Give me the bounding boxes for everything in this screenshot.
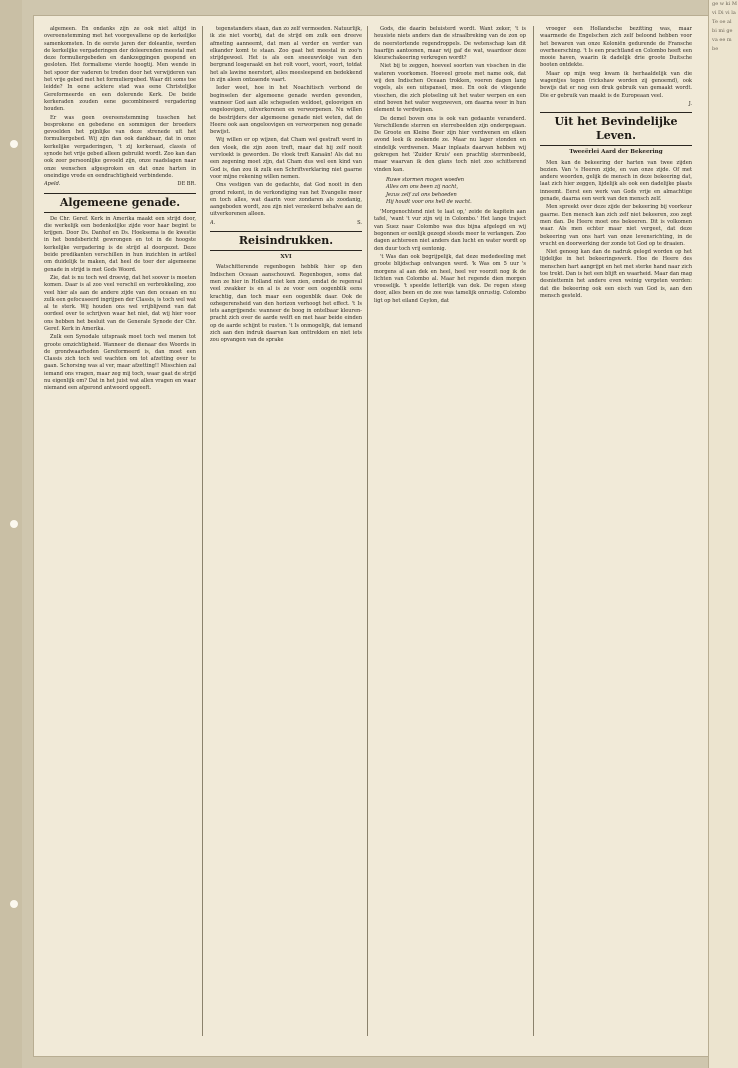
poem-line: Ruwe stormen mogen woeden <box>386 176 465 183</box>
paragraph: Zie, dat is nu toch wel droevig, dat het soover is moeten komen. Daar is al zoo veel verschil en verbrokkeling, zoo veel hier als aan de andere zijde van den oceaan en nu zulk een gefocuseerd ingrijpen der Classis, is toch wel wat al te sterk. Wij houden ons wel vrijblijvend van dat oordeel over te schrijven waar het niet, dat wij hier voor ons hebben het besluit van de Generale Synode der Chr. Geref. Kerk in Amerika. <box>44 274 196 332</box>
column-1 <box>44 26 196 1034</box>
signature-author: S. <box>357 219 362 226</box>
column-rule <box>533 26 534 1036</box>
signature-author: DE BR. <box>177 181 196 188</box>
signature-line <box>44 181 196 188</box>
paragraph: tegenstanders staan, dan zo zelf vermoeden. Natuurlijk, ik zie niet voorbij, dat de strijd om zulk een dreeve afmeting aanneemt, dat men al verder en verder van elkander komt te staan. Zoo gaat het meestal in zoo'n strijdgewoel. Het is als een sneeuwvlokje van den bergrand losgeraakt en het rolt voort, voort, voort, totdat het als lawine neerstort, alles meesleepend en bedekkend in zijn aleen ontzaende vaart. <box>210 26 362 84</box>
paragraph: Men kan de bekeering der harten van twee zijden bezien. Van 's Heeren zijde, en van onze zijde. Of met andere woorden, gelijk de mensch in deze bekeering dat, laat zich hier zeggen, lijdelijk als ook een dadelijke plaats inneemt. Eerst een werk van Gods vrije en almachtige genade, daarna een werk van den mensch zelf. <box>540 159 692 203</box>
paragraph: De Chr. Geref. Kerk in Amerika maakt een strijd door, die werkelijk een bedenkelijke zijde voor haar begint te krijgen. Door Ds. Danhof en Ds. Hoeksema is de kwestie in het bondsbericht gewrongen en tot in de hoogste kerkelijke vergadering is de strijd al doorgezet. Deze beide predikanten verschillen in hun inzichten in artikel om duidelijk te maken, dat heel de toer der algemeene genade in strijd is met Gods Woord. <box>44 215 196 273</box>
column-rule <box>367 26 368 1036</box>
binding-strip <box>0 0 22 1068</box>
column-rule <box>202 26 203 1036</box>
signature-line <box>540 101 692 108</box>
paragraph: Maar op mijn weg kwam ik herhaaldelijk van die wagentjes tegen (rickshaw worden zij genoemd), ook bewijs dat er nog een druk gebruik van gemaakt wordt. Die er gebruik van maakt is de Europeaan veel. <box>540 70 692 99</box>
signature-author: J. <box>688 100 692 107</box>
edge-text: ge w ki M vi Di vi la Te oe al bi mi ge va ee m be <box>712 1 737 52</box>
paragraph: Zulk een Synodale uitspraak moet toch wel menen tot groote omzichtigheid. Wanneer de dienaar des Woords in de grondwaarheden Gereformeerd is, dan moet een Classis zich toch wel wachten om tot afzetting over te gaan. Schorsing was al ver, maar afzetting!! Misschien zal iemand ons vragen, maar zeg mij toch, waar gaat de strijd nu eigenlijk om? Dat in het juist wat allen vragen en waar niemand een afgerond antwoord opgeeft. <box>44 334 196 392</box>
paragraph: 't Was dan ook begrijpelijk, dat deze mededeeling met groote blijdschap ontvangen werd. 'k Was om 5 uur 's morgens al aan dek en heel, heel ver voorzit nog ik de lichten van Colombo al. Maar het regende dien morgen vreeselijk. 't speelde letterlijk van dek. De regen steeg door, alles been en de zee was tamelijk onrustig. Colombo ligt op het eiland Ceylon, dat <box>374 253 526 304</box>
column-2 <box>210 26 362 1034</box>
paragraph: Ieder weet, hoe in het Noachitisch verbond de beginselen der algemeene genade werden gevonden, wanneer God aan alle schepselen weldoet, geloovigen en ongeloovigen, uitverkorenen en verworpenen. Nu willen de bestrijders der algemeene genade niet weten, dat de Heere ook aan ongeloovigen en verworpenen nog genade bewijst. <box>210 85 362 136</box>
signature-place: Apeld. <box>44 181 61 188</box>
paragraph: Men spreekt over deze zijde der bekeering bij voorkeur gaarne. Een mensch kan zich zelf niet bekeeren, zoo zegt men dan. De Heere moet ons bekeeren. Dit is volkomen waar. Als men echter maar niet vergeet, dat deze bekeering van ons hart van onze levensrichting, in de vrucht en doorwerking der zonde tot God op te draaien. <box>540 204 692 247</box>
article-heading: Algemeene genade. <box>44 193 196 213</box>
article-heading: Reisindrukken. <box>210 231 362 251</box>
paragraph: Gods, die daarin beluisterd wordt. Want zeker, 't is heusiste niets anders dan de straalbreking van de zon op de neerstortende regendroppels. De wetenschap kan dit haarfijn aantoonen, maar wij gaf de wat, waardoor deze kleurschakeering verkregen wordt? <box>374 26 526 62</box>
binding-hole <box>10 520 18 528</box>
poem-line: Hij houdt voor ons hell de wacht. <box>386 198 472 205</box>
paragraph: Niet genoeg kan dan de nadruk gelegd worden op het lijdelijke in het bekeeringswerk. Hoe de Heere des menschen hart aangrijpt en het met sterke hand naar zich toe trekt. Dan is het een blijft en waarheid. Maar dan mag desniettemin het andere even weinig vergeten worden: dat die bekeering ook een eisch van God is, aan den mensch gesteld. <box>540 249 692 299</box>
article-subheading: Tweeërlei Aard der Bekeering <box>569 149 663 156</box>
column-4 <box>540 26 692 1034</box>
poem-line: Alles om ons been zij nacht, <box>386 184 459 191</box>
binding-hole <box>10 900 18 908</box>
paragraph: De demel boven ons is ook van gedaante veranderd. Verschillende sterren en sterrebeelden zijn ondergegaan. De Groote en Kleine Beer zijn hier verdwenen en elken avond leek ik zoekende ze. Maar nu lager stonden en eindelijk verdwenen. Maar inplaats daarvan hebben wij gekregen het 'Zuider Kruis' een prachtig sterrenbeeld, maar waarvan ik den glans toch niet zoo schitterend vinden kan. <box>374 115 526 173</box>
paragraph: Watschitterende regenbogen hebbik hier op den Indischen Oceaan aanschouwd. Regenbogen, soms dat men ze hier in Holland niet ken zien, omdat de regenval veel zwakker is en al is ze voor een oogenblik eens krachtig, dan toch maar een oogenblik daar. Ook de ozhegerensheid van den horizon verhoogt het effect. 't Is iets aangrijpends: wanneer de boog in ontelbaar kleuren-pracht zich over de aarde welft en met haar beide einden op de aarde schijnt te rusten. 't Is onmogelijk, dat iemand zich aan den indruk daarvan kan onttrekken en niet iets zou opvangen van de sprake <box>210 264 362 344</box>
next-page-edge <box>708 0 738 1068</box>
poem <box>386 177 526 206</box>
newspaper-page <box>34 16 708 1056</box>
paragraph: Ons vestigen van de gedachte, dat God nooit in den grond rekent, in de verkondiging van het Evangelie meer en toch alles, wat daarin voor zondaren als zoodanig, aangeboden wordt, zou zijn niet verzekerd behalve aan de uitverkorenen alleen. <box>210 182 362 218</box>
paragraph: vroeger een Hollandsche bezitting was, maar waarmede de Engelschen zich zelf beloond hebben voor het bewaren van onze Koloniën gedurende de Fransche overheersching. 't Is een prachtland en Colombo heeft een mooie haven, waarin ik dadelijk drie groote Duitsche booten ontdekte. <box>540 26 692 69</box>
poem-line: Jezus zelf zal ons behoeden <box>386 191 457 198</box>
signature-line <box>210 220 362 227</box>
signature-place: A. <box>210 219 216 226</box>
paragraph: Niet bij te zeggen, hoeveel soorten van visschen in die wateren voorkomen. Hoeveel groote met name ook, dat wij den Indischen Oceaan trokken, voeren dagen lang vogels, als een uitspansel, mee. En ook de vliegende visschen, die zich plotseling uit het water werpen en een eind boven het water wegzweven, om daarna weer in hun element te verdwijnen. <box>374 63 526 114</box>
article-subheading: XVI <box>280 254 292 261</box>
column-3 <box>374 26 526 1034</box>
paragraph: 'Morgenochtend niet te laat op,' zeide de kapitein aan tafel, 'want 't vur zijn wij in Colombo.' Het lange traject van Suez naar Colombo was dus bijna afgelegd en wij begonnen er eenlijk gezegd steeds meer te verlangen. Zoo dagen achtereen niet anders dan lucht en water wordt op den duur toch vrij eentonig. <box>374 209 526 252</box>
article-heading: Uit het Bevindelijke Leven. <box>540 112 692 146</box>
binding-hole <box>10 140 18 148</box>
paragraph: algemeen. En ondanks zijn ze ook niet altijd in overeenstemming met het voorgevallene op de kerkelijke samenkomsten. In de eerste jaren der doleantie, werden de kerkelijke vergaderingen der doleerenden meestal met deze formuliergebeden en dankzeggingen geopend en gesloten. Het formalisme vierde hoogtij. Men wende in het spoor der vaderen te treden door het verwijderen van het vrije gebed met het formuliergebed. Waar dit soms toe leidde? In eene acktere stad was eene Christelijke Gereformeerde en een dolerende Kerk. De beide kerkeraden zouden eene gecombineerd vergadering houden. <box>44 26 196 113</box>
paragraph: Er was geen overeenstemming tusschen het besprokene en gebedene en sommigen der broeders gevoelden het pijnlijke van deze strenede uit het formuliergebed. Wij zijn dan ook dankbaar, dat in onze kerkelijke vergaderingen, 't zij kerkeraad, classis of synode het vrije gebed alleen gebruikt wordt. Zoo kan dan ook zeer persoonlijke gevoeld zijn, onze raadslagen naar onze wenschen afgesproken en dat onze harten in oneindige vrede en eendrachtigheid verbindende. <box>44 114 196 179</box>
paragraph: Wij willen er op wijzen, dat Cham wel gestraft werd in den vloek, die zijn zoon treft, maar dat hij zelf nooit vervloekt is geworden. De vloek treft Kanaän! Als dat nu een zegening moet zijn, dat Cham dus wel een kind van God is, dan zou ik zulk een Schriftverklaring niet gaarne voor mijne rekening willen nemen. <box>210 137 362 180</box>
